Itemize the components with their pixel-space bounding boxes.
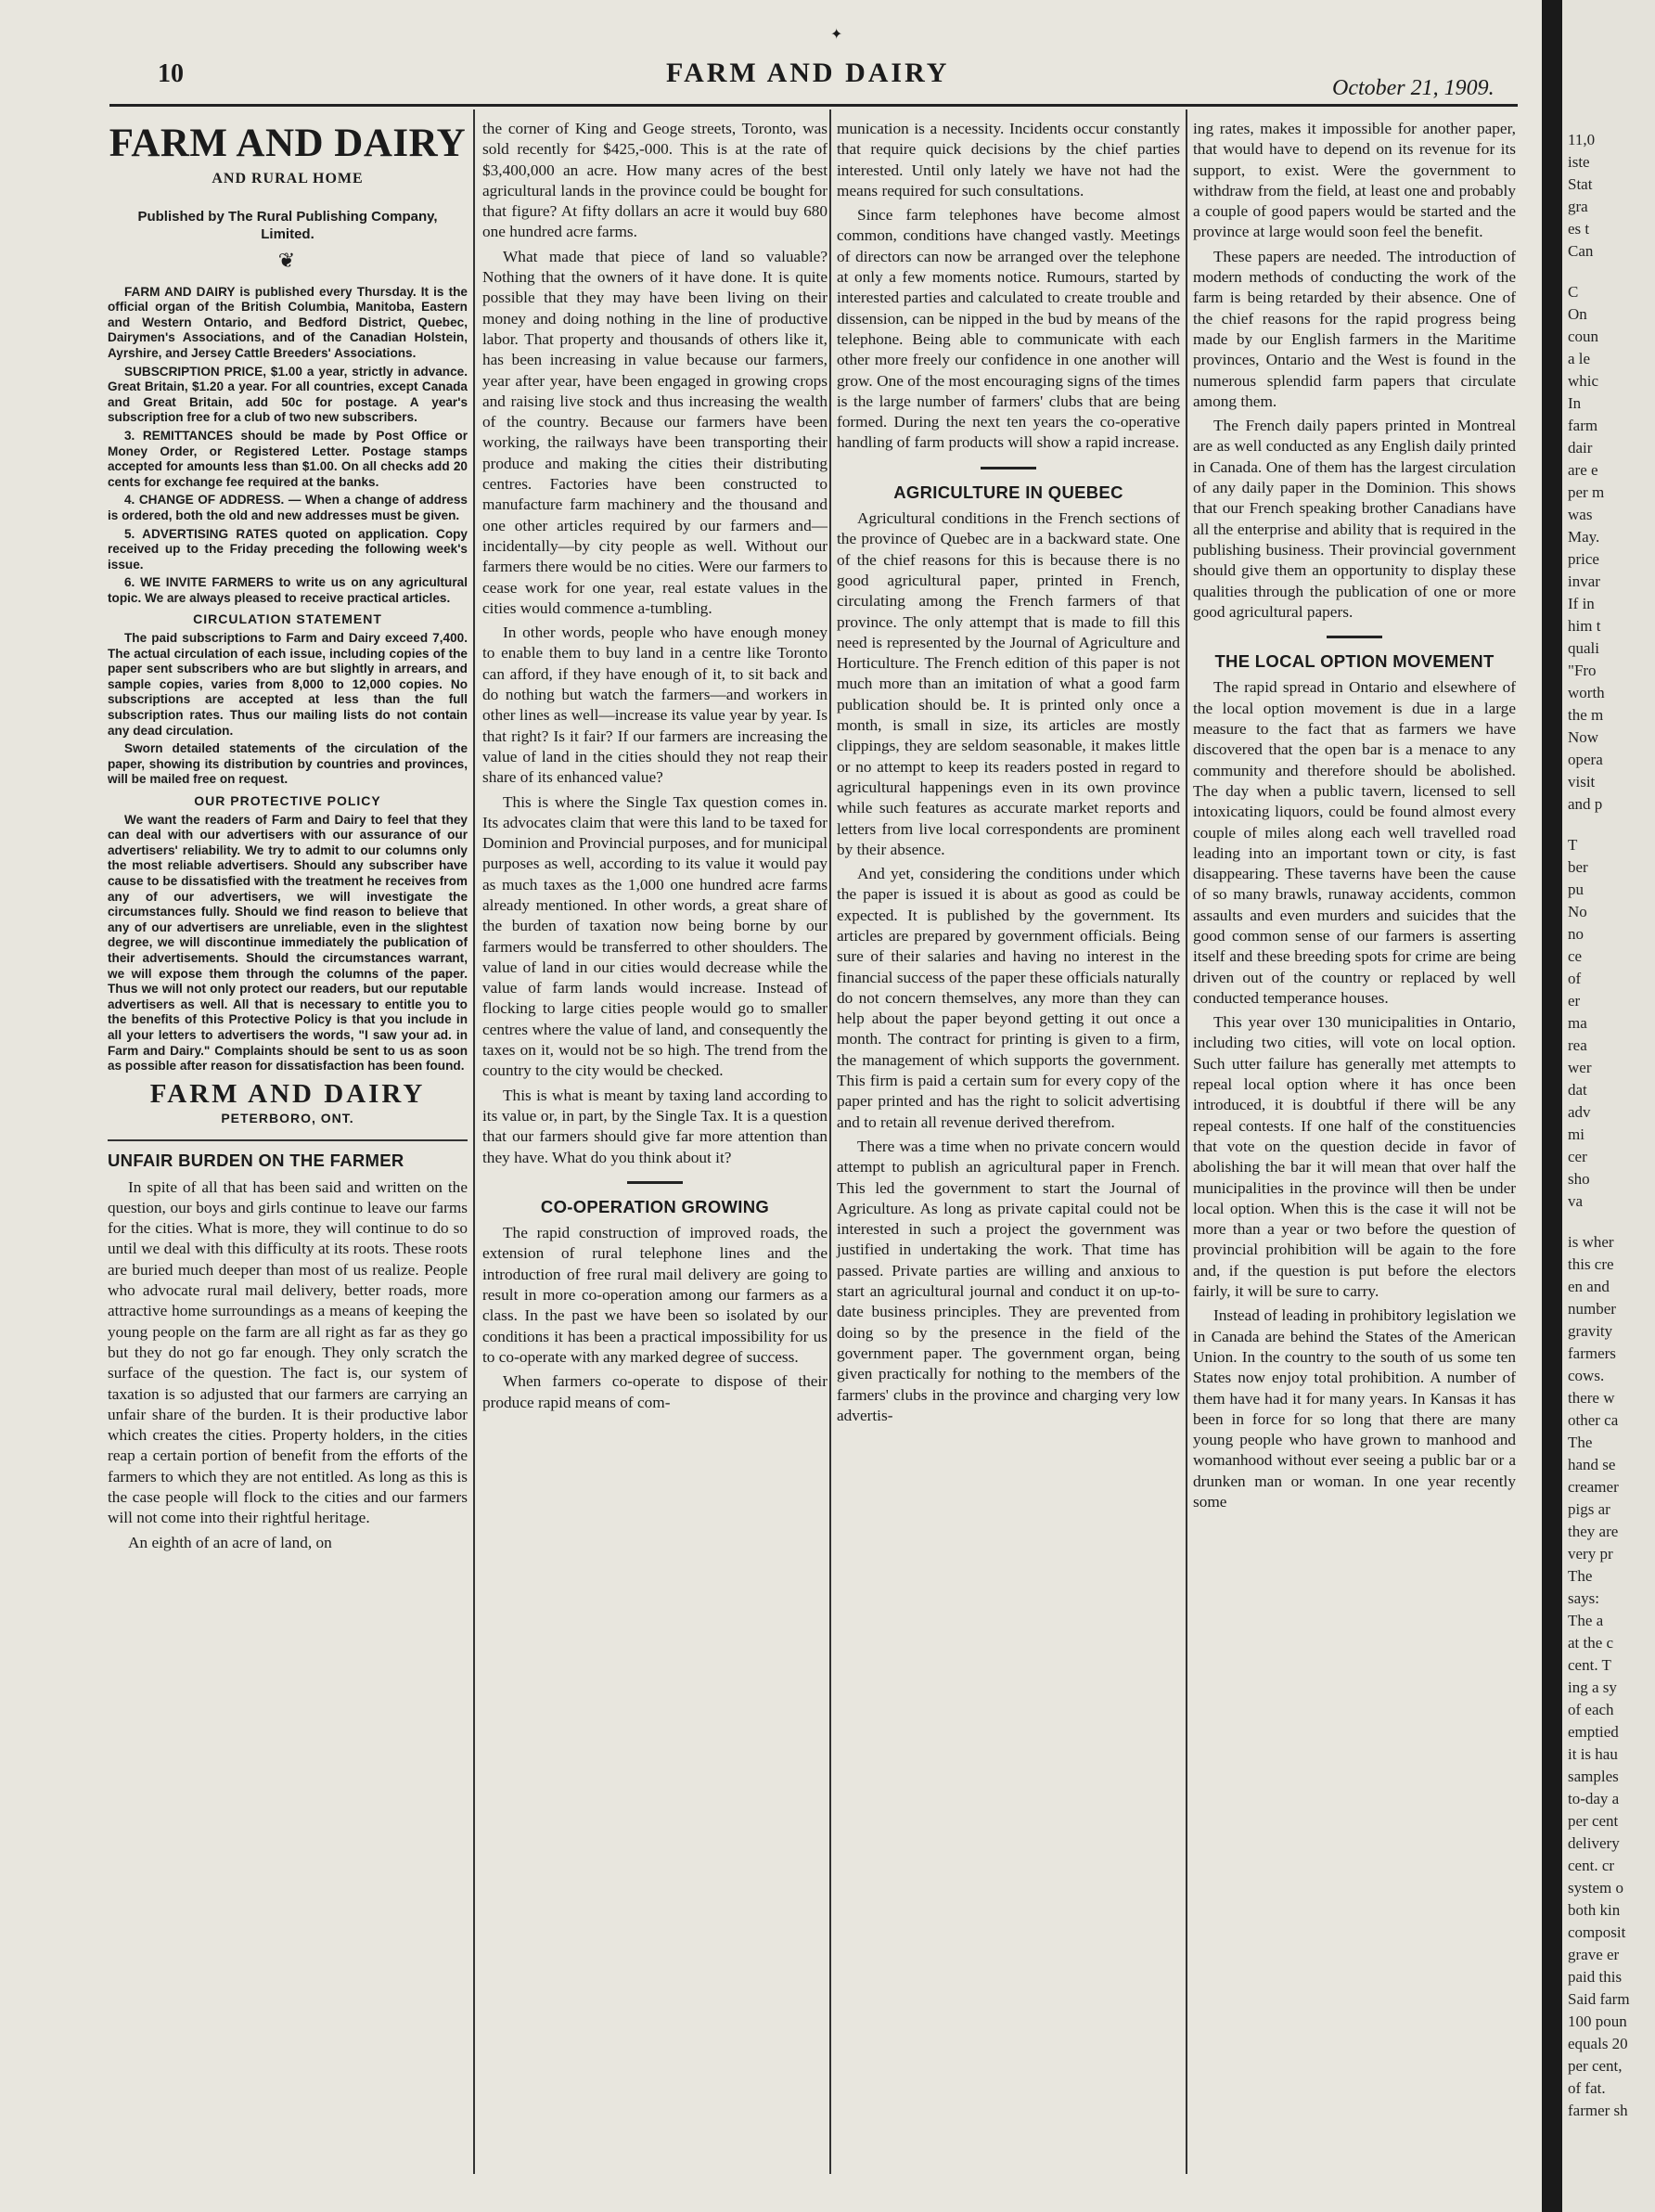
notice-invite: 6. WE INVITE FARMERS to write us on any agricultural topic. We are always pleased to receive practical articles. xyxy=(108,575,468,605)
column-rule xyxy=(829,109,831,2174)
adjacent-page-fragment: of xyxy=(1568,970,1582,987)
adjacent-page-fragment: there w xyxy=(1568,1389,1615,1407)
column-rule xyxy=(1186,109,1187,2174)
adjacent-page-fragment: they are xyxy=(1568,1523,1619,1540)
article-paragraph: the corner of King and Geoge streets, Toronto, was sold recently for $425,-000. This is at the rate of $3,400,000 an acre. How many acres of the best agricultural lands in the province could be bought for that figure? At fifty dollars an acre it would buy 680 one hundred acre farms. xyxy=(482,120,828,241)
column-1 xyxy=(108,119,468,1557)
page-number: 10 xyxy=(158,59,184,88)
publisher-footer-place: PETERBORO, ONT. xyxy=(221,1110,354,1125)
adjacent-page-fragment: The xyxy=(1568,1567,1593,1585)
adjacent-page-fragment: en and xyxy=(1568,1278,1610,1295)
adjacent-page-fragment: price xyxy=(1568,550,1599,568)
article-paragraph: Instead of leading in prohibitory legislation we in Canada are behind the States of the American Union. In the country to the south of us some ten States now enjoy total prohibition. A number of them have had it for many years. In Kansas it has been in force for so long that there are many young people who have grown to manhood and womanhood without ever seeing a public bar or a drunken man or woman. In one year recently some xyxy=(1193,1306,1516,1511)
adjacent-page-fragment: No xyxy=(1568,903,1587,920)
adjacent-page-fragment: farmers xyxy=(1568,1344,1616,1362)
adjacent-page-fragment: system o xyxy=(1568,1879,1623,1897)
adjacent-page-fragment: was xyxy=(1568,506,1593,523)
adjacent-page-fragment: composit xyxy=(1568,1923,1626,1941)
adjacent-page-fragment: samples xyxy=(1568,1768,1619,1785)
adjacent-page-fragment: The a xyxy=(1568,1612,1604,1629)
adjacent-page-fragment: cent. T xyxy=(1568,1656,1611,1674)
adjacent-page-fragment: number xyxy=(1568,1300,1616,1318)
adjacent-page-fragment: quali xyxy=(1568,639,1599,657)
article-paragraph: Agricultural conditions in the French sections of the province of Quebec are in a backward state. One of the chief reasons for this is because there is no good agricultural paper, printed in French, circulating among the French farmers of that province. The only attempt that is made to fill this need is represented by the Journal of Agriculture and Horticulture. The French edition of this paper is not much more than an imitation of what a good farm publication should be. It is printed only once a month, is small in size, its articles are mostly clippings, they are seldom seasonable, it makes little or no attempt to keep its readers posted in regard to agricultural happenings even in its own province while such features as accurate market reports and letters from live local correspondents are prominent by their absence. xyxy=(837,509,1180,858)
adjacent-page-fragment: of each xyxy=(1568,1701,1614,1718)
adjacent-page-fragment: opera xyxy=(1568,751,1603,768)
ornament-icon: ❦ xyxy=(277,249,298,273)
sworn-text: Sworn detailed statements of the circulation of the paper, showing its distribution by countries and provinces, will be mailed free on request. xyxy=(108,741,468,787)
adjacent-page-fragment: ce xyxy=(1568,947,1583,965)
article-paragraph: ing rates, makes it impossible for another paper, that would have to depend on its revenue for its support, to exist. Were the government to withdraw from the field, at least one and probably a couple of good papers would be started and the province at large would soon feel the benefit. xyxy=(1193,120,1516,241)
adjacent-page-fragment: mi xyxy=(1568,1125,1584,1143)
adjacent-page-fragment: whic xyxy=(1568,372,1599,390)
publisher-line: Published by The Rural Publishing Company, Limited. xyxy=(137,209,438,243)
article-paragraph: In other words, people who have enough money to enable them to buy land in a centre like Toronto can afford, if they have enough of it, to sit back and do nothing but watch the farmers—and workers in other lines as well—increase its value year by year. Is that right? Is it fair? If our farmers are increasing the value of land in the cities should they not reap their share of its enhanced value? xyxy=(482,624,828,787)
publisher-title: FARM AND DAIRY xyxy=(109,122,467,165)
adjacent-page-fragment: 11,0 xyxy=(1568,131,1596,148)
article-paragraph: The French daily papers printed in Montreal are as well conducted as any English daily printed in Canada. One of them has the largest circulation of any daily paper in the Dominion. This shows that our French speaking brother Canadians have all the enterprise and ability that is required in the publishing business. Their provincial government should give them an opportunity to display these qualities through the publication of one or more good agricultural papers. xyxy=(1193,417,1516,621)
adjacent-page-edge xyxy=(1562,0,1655,2212)
publisher-subtitle: AND RURAL HOME xyxy=(212,171,364,186)
adjacent-page-fragment: pu xyxy=(1568,881,1584,898)
adjacent-page-fragment: very pr xyxy=(1568,1545,1613,1563)
policy-heading: OUR PROTECTIVE POLICY xyxy=(194,793,381,808)
adjacent-page-fragment: 100 poun xyxy=(1568,2013,1627,2030)
page-gutter xyxy=(1542,0,1562,2212)
article-heading: THE LOCAL OPTION MOVEMENT xyxy=(1214,651,1495,672)
adjacent-page-fragment: is wher xyxy=(1568,1233,1614,1251)
article-heading: UNFAIR BURDEN ON THE FARMER xyxy=(108,1151,404,1171)
adjacent-page-fragment: va xyxy=(1568,1192,1584,1210)
column-2 xyxy=(482,119,828,1417)
circulation-heading: CIRCULATION STATEMENT xyxy=(193,611,382,627)
article-paragraph: There was a time when no private concern would attempt to publish an agricultural paper in French. This led the government to start the Journal of Agriculture. As long as private capital could not be interested in such a project the government was justified in undertaking the work. That time has passed. Private parties are willing and anxious to start an agricultural journal and conduct it on up-to-date business principles. They are prevented from doing so by the presence in the field of the government paper. The government organ, being given practically for nothing to the members of the farmers' clubs in the province and charging very low advertis- xyxy=(837,1137,1180,1424)
adjacent-page-fragment: creamer xyxy=(1568,1478,1619,1496)
adjacent-page-fragment: says: xyxy=(1568,1589,1599,1607)
adjacent-page-fragment: per cent xyxy=(1568,1812,1619,1830)
adjacent-page-fragment: a le xyxy=(1568,350,1591,367)
adjacent-page-fragment: invar xyxy=(1568,572,1600,590)
adjacent-page-fragment: paid this xyxy=(1568,1968,1623,1986)
article-paragraph: This is where the Single Tax question comes in. Its advocates claim that were this land to be taxed for Dominion and Provincial purposes, and for municipal purposes as well, according to its value it would pay as much taxes as the 1,000 one hundred acre farms already mentioned. In other words, a great share of the burden of taxation now being borne by our farmers would be transferred to other shoulders. The value of land in our cities would decrease while the value of farm lands would increase. Instead of flocking to large cities people would go to smaller centres where the value of land, and consequently the taxes on it, would not be so high. The trend from the country to the city would be checked. xyxy=(482,792,828,1080)
adjacent-page-fragment: Now xyxy=(1568,728,1599,746)
adjacent-page-fragment: Can xyxy=(1568,242,1594,260)
adjacent-page-fragment: both kin xyxy=(1568,1901,1621,1919)
notice-advertising: 5. ADVERTISING RATES quoted on application. Copy received up to the Friday preceding the following week's issue. xyxy=(108,526,468,572)
adjacent-page-fragment: adv xyxy=(1568,1103,1591,1121)
article-paragraph: The rapid construction of improved roads, the extension of rural telephone lines and the introduction of free rural mail delivery are going to result in more co-operation among our farmers as a class. In the past we have been so isolated by our conditions it has been a practical impossibility for us to co-operate with any marked degree of success. xyxy=(482,1224,828,1366)
notice-change-address: 4. CHANGE OF ADDRESS. — When a change of address is ordered, both the old and new addresses must be given. xyxy=(108,493,468,522)
header-rule xyxy=(109,104,1518,107)
adjacent-page-fragment: this cre xyxy=(1568,1255,1614,1273)
adjacent-page-fragment: visit xyxy=(1568,773,1596,791)
adjacent-page-fragment: are e xyxy=(1568,461,1598,479)
adjacent-page-fragment: farm xyxy=(1568,417,1598,434)
adjacent-page-fragment: wer xyxy=(1568,1059,1592,1076)
article-paragraph: These papers are needed. The introduction of modern methods of conducting the work of the farm is being retarded by their absence. One of the chief reasons for the rapid progress being made by our English farmers in the Maritime provinces, Ontario and the West is found in the numerous splendid farm papers that circulate among them. xyxy=(1193,247,1516,410)
adjacent-page-fragment: C xyxy=(1568,283,1579,301)
article-heading: AGRICULTURE IN QUEBEC xyxy=(893,482,1123,502)
notice-intro: FARM AND DAIRY is published every Thursday. It is the official organ of the British Columbia, Manitoba, Eastern and Western Ontario, and Bedford District, Quebec, Dairymen's Associations, and of the Canadian Holstein, Ayrshire, and Jersey Cattle Breeders' Associations. xyxy=(108,284,468,360)
adjacent-page-fragment: the m xyxy=(1568,706,1604,724)
adjacent-page-fragment: cent. cr xyxy=(1568,1857,1615,1874)
adjacent-page-fragment: per m xyxy=(1568,483,1605,501)
policy-text: We want the readers of Farm and Dairy to feel that they can deal with our advertisers with our assurance of our advertisers' reliability. We try to admit to our columns only the most reliable advertisers. Should any subscriber have cause to be dissatisfied with the treatment he receives from any of our advertisers, we will investigate the circumstances fully. Should we find reason to believe that any of our advertisers are unreliable, even in the slightest degree, we will discontinue immediately the publication of their advertisements. Should the circumstances warrant, we will expose them through the columns of the paper. Thus we will not only protect our readers, but our reputable advertisers as well. All that is necessary to entitle you to the benefits of this Protective Policy is that you include in all your letters to advertisers the words, "I saw your ad. in Farm and Dairy." Complaints should be sent to us as soon as possible after reason for dissatisfaction has been found. xyxy=(108,812,468,1074)
adjacent-page-fragment: gravity xyxy=(1568,1322,1613,1340)
article-paragraph: An eighth of an acre of land, on xyxy=(128,1533,332,1551)
adjacent-page-fragment: ing a sy xyxy=(1568,1678,1617,1696)
masthead-title: FARM AND DAIRY xyxy=(666,58,950,88)
adjacent-page-fragment: hand se xyxy=(1568,1456,1616,1473)
adjacent-page-fragment: farmer sh xyxy=(1568,2102,1628,2119)
adjacent-page-fragment: pigs ar xyxy=(1568,1500,1610,1518)
adjacent-page-fragment: at the c xyxy=(1568,1634,1614,1652)
adjacent-page-fragment: gra xyxy=(1568,198,1588,215)
publisher-footer-title: FARM AND DAIRY xyxy=(149,1078,426,1109)
adjacent-page-fragment: no xyxy=(1568,925,1584,943)
column-3 xyxy=(837,119,1180,1430)
adjacent-page-fragment: May. xyxy=(1568,528,1600,546)
adjacent-page-fragment: cer xyxy=(1568,1148,1587,1165)
print-mark: ✦ xyxy=(830,27,843,43)
adjacent-page-fragment: equals 20 xyxy=(1568,2035,1628,2052)
adjacent-page-fragment: other ca xyxy=(1568,1411,1619,1429)
article-paragraph: In spite of all that has been said and written on the question, our boys and girls continue to leave our farms for the cities. What is more, they will continue to do so until we deal with this difficulty at its roots. These roots are buried much deeper than most of us realize. People who advocate rural mail delivery, better roads, more attractive home surroundings as a means of keeping the young people on the farm are all right as far as they go but they do not go far enough. They only scratch the surface of the question. The fact is, our system of taxation is so adjusted that our farmers are carrying an unfair share of the burden. It is their productive labor which creates the cities. Property holders, in the cities reap a certain portion of benefit from the efforts of the farmers to which they are not entitled. As long as this is the case people will flock to the cities and our farmers will not come into their rightful heritage. xyxy=(108,1177,468,1527)
article-heading: CO-OPERATION GROWING xyxy=(540,1196,770,1216)
adjacent-page-fragment: es t xyxy=(1568,220,1590,238)
adjacent-page-fragment: cows. xyxy=(1568,1367,1605,1384)
adjacent-page-fragment: delivery xyxy=(1568,1834,1620,1852)
article-paragraph: This is what is meant by taxing land according to its value or, in part, by the Single Tax. It is a question that our farmers should give far more attention than they have. What do you think about it? xyxy=(482,1086,828,1166)
publisher-notices xyxy=(108,285,468,1074)
adjacent-page-fragment: If in xyxy=(1568,595,1595,612)
adjacent-page-fragment: coun xyxy=(1568,328,1599,345)
adjacent-page-fragment: and p xyxy=(1568,795,1603,813)
article-paragraph: munication is a necessity. Incidents occur constantly that require quick decisions by the chief parties interested. Until only lately we have not had the means required for such consultations. xyxy=(837,120,1180,199)
column-4 xyxy=(1193,119,1516,1516)
adjacent-page-fragment: per cent, xyxy=(1568,2057,1623,2075)
column-rule xyxy=(473,109,475,2174)
adjacent-page-fragment: ber xyxy=(1568,858,1588,876)
adjacent-page-fragment: The xyxy=(1568,1434,1593,1451)
article-paragraph: The rapid spread in Ontario and elsewhere of the local option movement is due in a large measure to the fact that as farmers we have discovered that the open bar is a menace to any community and therefore should be abolished. The day when a public tavern, licensed to sell intoxicating liquors, could be found almost every couple of miles along each well travelled road leading into an important town or city, is fast disappearing. These taverns have been the cause of so many brawls, runaway accidents, common assaults and even murders and suicides that the good common sense of our farmers is asserting itself and these breeding spots for crime are being driven out of the country or replaced by well conducted temperance houses. xyxy=(1193,678,1516,1007)
adjacent-page-fragment: On xyxy=(1568,305,1587,323)
notice-remittances: 3. REMITTANCES should be made by Post Office or Money Order, or Registered Letter. Postage stamps accepted for amounts less than $1.00. On all checks add 20 cents for exchange fee required at the banks. xyxy=(108,428,468,489)
adjacent-page-fragment: In xyxy=(1568,394,1582,412)
adjacent-page-fragment: T xyxy=(1568,836,1578,854)
adjacent-page-fragment: rea xyxy=(1568,1036,1587,1054)
adjacent-page-fragment: Said farm xyxy=(1568,1990,1630,2008)
article-paragraph: What made that piece of land so valuable? Nothing that the owners of it have done. It is quite possible that they may have been living on their money and doing nothing in the line of productive labor. That property and thousands of others like it, has been increasing in value because our farmers, year after year, have been engaged in growing crops and raising live stock and thus increasing the wealth of the country. Because our farmers have been working, the railways have been transporting their produce and making the cities their distributing centres. Factories have been constructed to manufacture farm machinery and the thousand and one other articles required by our farmers and—incidentally—by city people as well. Without our farmers there would be no cities. Were our farmers to cease work for one year, real estate values in the cities would commence a-tumbling. xyxy=(482,247,828,617)
adjacent-page-fragment: sho xyxy=(1568,1170,1590,1188)
adjacent-page-fragment: iste xyxy=(1568,153,1590,171)
section-rule xyxy=(108,1139,468,1141)
article-paragraph: This year over 130 municipalities in Ontario, including two cities, will vote on local option. Such utter failure has generally met attempts to repeal local option where it has once been introduced, it is doubtful if there will be any repeal contests. If one half of the constituencies that vote on the question decide in favor of abolishing the bar it will mean that over half the municipalities in the province will then be under local option. When this is the case it will not be more than a year or two before the question of provincial prohibition will be again to the fore and, if the question is put before the electors fairly, it will be sure to carry. xyxy=(1193,1013,1516,1301)
article-paragraph: Since farm telephones have become almost common, conditions have changed vastly. Meetings of directors can now be arranged over the telephone at only a few moments notice. Rumours, started by interested parties and calculated to create trouble and dissension, can be nipped in the bud by means of the telephone. Being able to communicate with each other more freely our confidence in one another will grow. One of the most encouraging signs of the times is the large number of farmers' clubs that are being formed. During the next ten years the co-operative handling of farm products will show a rapid increase. xyxy=(837,206,1180,452)
circulation-text: The paid subscriptions to Farm and Dairy exceed 7,400. The actual circulation of each issue, including copies of the paper sent subscribers who are but slightly in arrears, and sample copies, varies from 8,000 to 12,000 copies. No subscriptions are accepted at less than the full subscription rates. Thus our mailing lists do not contain any dead circulation. xyxy=(108,631,468,738)
section-rule xyxy=(1327,636,1382,638)
article-paragraph: When farmers co-operate to dispose of their produce rapid means of com- xyxy=(482,1372,828,1411)
section-rule xyxy=(981,467,1036,469)
adjacent-page-fragment: ma xyxy=(1568,1014,1587,1032)
adjacent-page-fragment: grave er xyxy=(1568,1946,1620,1963)
adjacent-page-fragment: worth xyxy=(1568,684,1605,701)
adjacent-page-fragment: it is hau xyxy=(1568,1745,1618,1763)
adjacent-page-fragment: to-day a xyxy=(1568,1790,1620,1807)
adjacent-page-fragment: "Fro xyxy=(1568,662,1597,679)
adjacent-page-fragment: Stat xyxy=(1568,175,1593,193)
notice-subscription: SUBSCRIPTION PRICE, $1.00 a year, strictly in advance. Great Britain, $1.20 a year. For all countries, except Canada and Great Britain, add 50c for postage. A year's subscription free for a club of two new subscribers. xyxy=(108,364,468,425)
adjacent-page-fragment: er xyxy=(1568,992,1581,1010)
adjacent-page-fragment: dair xyxy=(1568,439,1593,457)
section-rule xyxy=(627,1181,683,1184)
adjacent-page-fragment: emptied xyxy=(1568,1723,1619,1741)
issue-date: October 21, 1909. xyxy=(1332,76,1495,100)
adjacent-page-fragment: dat xyxy=(1568,1081,1587,1099)
adjacent-page-fragment: of fat. xyxy=(1568,2079,1606,2097)
article-paragraph: And yet, considering the conditions under which the paper is issued it is about as good as could be expected. It is published by the government. Its articles are prepared by government officials. Being sure of their salaries and having no interest in the financial success of the paper these officials naturally do not concern themselves, any more than they can help about the paper beyond getting it out once a month. The contract for printing is given to a firm, the management of which supports the government. This firm is paid a certain sum for every copy of the paper printed and has the right to solicit advertising and to retain all revenue derived therefrom. xyxy=(837,865,1180,1131)
adjacent-page-fragment: him t xyxy=(1568,617,1601,635)
